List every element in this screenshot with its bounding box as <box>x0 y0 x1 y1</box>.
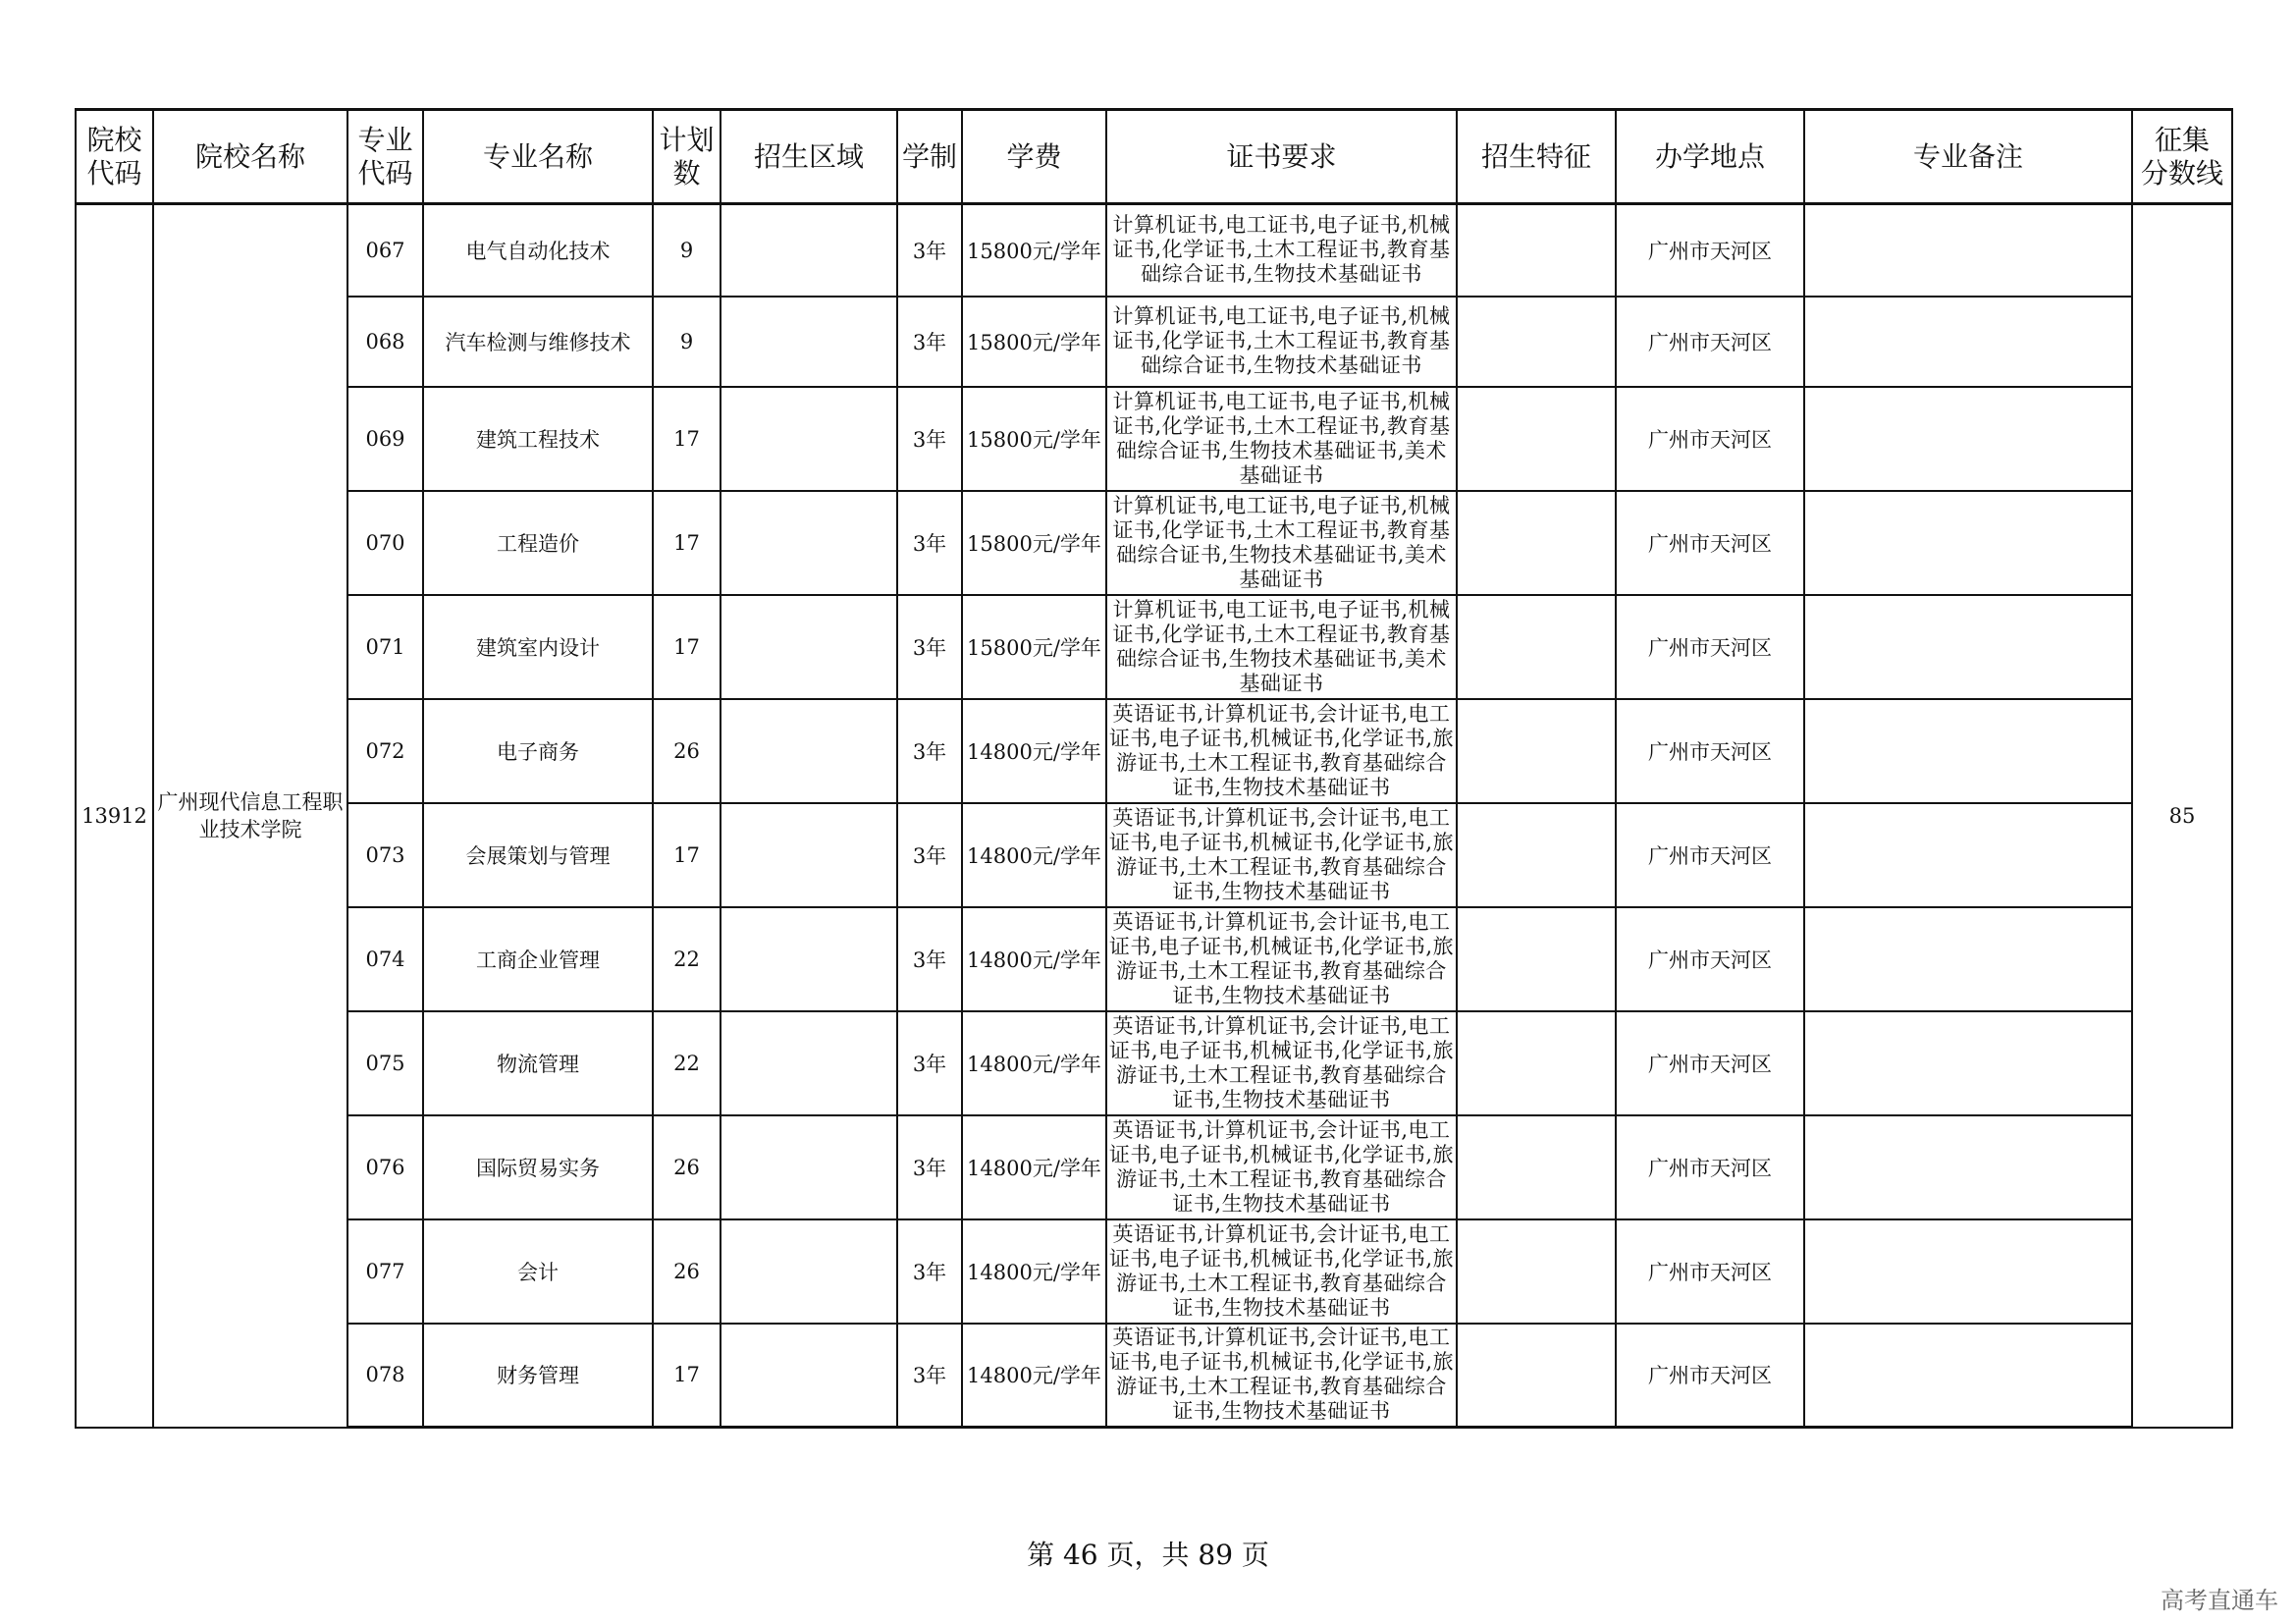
major-name-cell: 电子商务 <box>423 699 653 803</box>
location-cell: 广州市天河区 <box>1616 699 1804 803</box>
cutoff-score-cell: 85 <box>2132 204 2232 1428</box>
duration-cell: 3年 <box>897 1011 962 1115</box>
major-code-cell: 074 <box>347 907 423 1011</box>
header-label: 计划 数 <box>659 123 715 189</box>
header-label: 证书要求 <box>1226 139 1337 173</box>
major-name-cell: 建筑工程技术 <box>423 387 653 491</box>
header-location <box>1616 110 1804 204</box>
header-label: 专业备注 <box>1912 139 2023 173</box>
location-cell: 广州市天河区 <box>1616 803 1804 907</box>
major-name-cell: 电气自动化技术 <box>423 204 653 297</box>
remark-cell <box>1804 699 2132 803</box>
duration-cell: 3年 <box>897 803 962 907</box>
location-cell: 广州市天河区 <box>1616 1324 1804 1428</box>
certificates-cell: 英语证书,计算机证书,会计证书,电工证书,电子证书,机械证书,化学证书,旅游证书,土木工程证书,教育基础综合证书,生物技术基础证书 <box>1106 907 1457 1011</box>
header-label: 院校 代码 <box>86 123 142 189</box>
header-duration <box>897 110 962 204</box>
header-major-code <box>347 110 423 204</box>
tuition-cell: 14800元/学年 <box>962 1324 1106 1428</box>
feature-cell <box>1457 1011 1616 1115</box>
location-cell: 广州市天河区 <box>1616 387 1804 491</box>
region-cell <box>721 595 897 699</box>
certificates-cell: 计算机证书,电工证书,电子证书,机械证书,化学证书,土木工程证书,教育基础综合证书,生物技术基础证书 <box>1106 204 1457 297</box>
tuition-cell: 15800元/学年 <box>962 595 1106 699</box>
feature-cell <box>1457 595 1616 699</box>
certificates-cell: 英语证书,计算机证书,会计证书,电工证书,电子证书,机械证书,化学证书,旅游证书,土木工程证书,教育基础综合证书,生物技术基础证书 <box>1106 803 1457 907</box>
table-row <box>76 1011 2232 1115</box>
header-label: 征集 分数线 <box>2140 123 2223 189</box>
plan-count-cell: 17 <box>653 387 721 491</box>
major-code-cell: 069 <box>347 387 423 491</box>
plan-count-cell: 26 <box>653 1219 721 1324</box>
certificates-cell: 计算机证书,电工证书,电子证书,机械证书,化学证书,土木工程证书,教育基础综合证书,生物技术基础证书,美术基础证书 <box>1106 387 1457 491</box>
watermark-text: 高考直通车 <box>2161 1587 2278 1614</box>
tuition-cell: 15800元/学年 <box>962 204 1106 297</box>
remark-cell <box>1804 803 2132 907</box>
table-row <box>76 907 2232 1011</box>
duration-cell: 3年 <box>897 1324 962 1428</box>
remark-cell <box>1804 387 2132 491</box>
tuition-cell: 14800元/学年 <box>962 1115 1106 1219</box>
feature-cell <box>1457 204 1616 297</box>
major-code-cell: 073 <box>347 803 423 907</box>
header-row <box>76 110 2232 204</box>
feature-cell <box>1457 803 1616 907</box>
remark-cell <box>1804 907 2132 1011</box>
tuition-cell: 14800元/学年 <box>962 1219 1106 1324</box>
major-name-cell: 建筑室内设计 <box>423 595 653 699</box>
school-code-cell: 13912 <box>76 204 153 1428</box>
major-name-cell: 国际贸易实务 <box>423 1115 653 1219</box>
tuition-cell: 15800元/学年 <box>962 297 1106 387</box>
region-cell <box>721 204 897 297</box>
duration-cell: 3年 <box>897 204 962 297</box>
region-cell <box>721 491 897 595</box>
tuition-cell: 14800元/学年 <box>962 803 1106 907</box>
region-cell <box>721 387 897 491</box>
feature-cell <box>1457 491 1616 595</box>
major-code-cell: 071 <box>347 595 423 699</box>
duration-cell: 3年 <box>897 387 962 491</box>
duration-cell: 3年 <box>897 1115 962 1219</box>
region-cell <box>721 297 897 387</box>
header-label: 办学地点 <box>1654 139 1765 173</box>
plan-count-cell: 17 <box>653 491 721 595</box>
region-cell <box>721 1324 897 1428</box>
major-code-cell: 078 <box>347 1324 423 1428</box>
region-cell <box>721 1115 897 1219</box>
plan-count-cell: 17 <box>653 803 721 907</box>
major-code-cell: 070 <box>347 491 423 595</box>
certificates-cell: 英语证书,计算机证书,会计证书,电工证书,电子证书,机械证书,化学证书,旅游证书,土木工程证书,教育基础综合证书,生物技术基础证书 <box>1106 1219 1457 1324</box>
major-code-cell: 067 <box>347 204 423 297</box>
remark-cell <box>1804 1219 2132 1324</box>
header-major-name <box>423 110 653 204</box>
duration-cell: 3年 <box>897 699 962 803</box>
header-feature <box>1457 110 1616 204</box>
header-school-name <box>153 110 347 204</box>
plan-count-cell: 22 <box>653 1011 721 1115</box>
remark-cell <box>1804 1324 2132 1428</box>
major-name-cell: 工商企业管理 <box>423 907 653 1011</box>
header-label: 专业 代码 <box>357 123 413 189</box>
plan-count-cell: 17 <box>653 1324 721 1428</box>
table-row <box>76 699 2232 803</box>
remark-cell <box>1804 204 2132 297</box>
plan-count-cell: 9 <box>653 204 721 297</box>
header-tuition <box>962 110 1106 204</box>
duration-cell: 3年 <box>897 907 962 1011</box>
header-label: 学制 <box>901 139 957 173</box>
feature-cell <box>1457 1324 1616 1428</box>
feature-cell <box>1457 907 1616 1011</box>
duration-cell: 3年 <box>897 297 962 387</box>
major-code-cell: 072 <box>347 699 423 803</box>
tuition-cell: 14800元/学年 <box>962 1011 1106 1115</box>
school-name-cell: 广州现代信息工程职业技术学院 <box>153 204 347 1428</box>
certificates-cell: 英语证书,计算机证书,会计证书,电工证书,电子证书,机械证书,化学证书,旅游证书,土木工程证书,教育基础综合证书,生物技术基础证书 <box>1106 699 1457 803</box>
tuition-cell: 14800元/学年 <box>962 907 1106 1011</box>
region-cell <box>721 1011 897 1115</box>
region-cell <box>721 907 897 1011</box>
feature-cell <box>1457 387 1616 491</box>
region-cell <box>721 803 897 907</box>
header-label: 学费 <box>1006 139 1062 173</box>
remark-cell <box>1804 595 2132 699</box>
duration-cell: 3年 <box>897 595 962 699</box>
header-certificates <box>1106 110 1457 204</box>
location-cell: 广州市天河区 <box>1616 1219 1804 1324</box>
header-label: 院校名称 <box>194 139 305 173</box>
certificates-cell: 计算机证书,电工证书,电子证书,机械证书,化学证书,土木工程证书,教育基础综合证书,生物技术基础证书,美术基础证书 <box>1106 595 1457 699</box>
remark-cell <box>1804 1011 2132 1115</box>
certificates-cell: 英语证书,计算机证书,会计证书,电工证书,电子证书,机械证书,化学证书,旅游证书,土木工程证书,教育基础综合证书,生物技术基础证书 <box>1106 1011 1457 1115</box>
header-region <box>721 110 897 204</box>
major-name-cell: 会计 <box>423 1219 653 1324</box>
table-row <box>76 297 2232 387</box>
remark-cell <box>1804 491 2132 595</box>
tuition-cell: 14800元/学年 <box>962 699 1106 803</box>
header-cutoff-score <box>2132 110 2232 204</box>
region-cell <box>721 699 897 803</box>
tuition-cell: 15800元/学年 <box>962 387 1106 491</box>
certificates-cell: 英语证书,计算机证书,会计证书,电工证书,电子证书,机械证书,化学证书,旅游证书,土木工程证书,教育基础综合证书,生物技术基础证书 <box>1106 1324 1457 1428</box>
major-name-cell: 工程造价 <box>423 491 653 595</box>
duration-cell: 3年 <box>897 491 962 595</box>
location-cell: 广州市天河区 <box>1616 297 1804 387</box>
header-label: 专业名称 <box>482 139 593 173</box>
location-cell: 广州市天河区 <box>1616 491 1804 595</box>
tuition-cell: 15800元/学年 <box>962 491 1106 595</box>
table-row <box>76 491 2232 595</box>
plan-count-cell: 26 <box>653 1115 721 1219</box>
certificates-cell: 英语证书,计算机证书,会计证书,电工证书,电子证书,机械证书,化学证书,旅游证书,土木工程证书,教育基础综合证书,生物技术基础证书 <box>1106 1115 1457 1219</box>
major-code-cell: 068 <box>347 297 423 387</box>
plan-count-cell: 26 <box>653 699 721 803</box>
plan-count-cell: 9 <box>653 297 721 387</box>
plan-count-cell: 17 <box>653 595 721 699</box>
admissions-table <box>75 108 2233 1429</box>
table-row <box>76 387 2232 491</box>
table-row <box>76 595 2232 699</box>
feature-cell <box>1457 699 1616 803</box>
major-code-cell: 076 <box>347 1115 423 1219</box>
major-name-cell: 会展策划与管理 <box>423 803 653 907</box>
certificates-cell: 计算机证书,电工证书,电子证书,机械证书,化学证书,土木工程证书,教育基础综合证书,生物技术基础证书,美术基础证书 <box>1106 491 1457 595</box>
remark-cell <box>1804 1115 2132 1219</box>
certificates-cell: 计算机证书,电工证书,电子证书,机械证书,化学证书,土木工程证书,教育基础综合证书,生物技术基础证书 <box>1106 297 1457 387</box>
table-row <box>76 204 2232 297</box>
location-cell: 广州市天河区 <box>1616 204 1804 297</box>
plan-count-cell: 22 <box>653 907 721 1011</box>
region-cell <box>721 1219 897 1324</box>
page-number: 第 46 页，共 89 页 <box>1027 1539 1269 1571</box>
header-remark <box>1804 110 2132 204</box>
major-name-cell: 物流管理 <box>423 1011 653 1115</box>
major-name-cell: 财务管理 <box>423 1324 653 1428</box>
header-school-code <box>76 110 153 204</box>
major-code-cell: 075 <box>347 1011 423 1115</box>
location-cell: 广州市天河区 <box>1616 595 1804 699</box>
feature-cell <box>1457 1219 1616 1324</box>
location-cell: 广州市天河区 <box>1616 907 1804 1011</box>
table-row <box>76 803 2232 907</box>
feature-cell <box>1457 1115 1616 1219</box>
table-row <box>76 1115 2232 1219</box>
remark-cell <box>1804 297 2132 387</box>
header-label: 招生特征 <box>1480 139 1591 173</box>
table-row <box>76 1324 2232 1428</box>
major-code-cell: 077 <box>347 1219 423 1324</box>
header-plan-count <box>653 110 721 204</box>
location-cell: 广州市天河区 <box>1616 1115 1804 1219</box>
location-cell: 广州市天河区 <box>1616 1011 1804 1115</box>
major-name-cell: 汽车检测与维修技术 <box>423 297 653 387</box>
feature-cell <box>1457 297 1616 387</box>
table-body <box>76 204 2232 1428</box>
duration-cell: 3年 <box>897 1219 962 1324</box>
table-row <box>76 1219 2232 1324</box>
header-label: 招生区域 <box>753 139 864 173</box>
